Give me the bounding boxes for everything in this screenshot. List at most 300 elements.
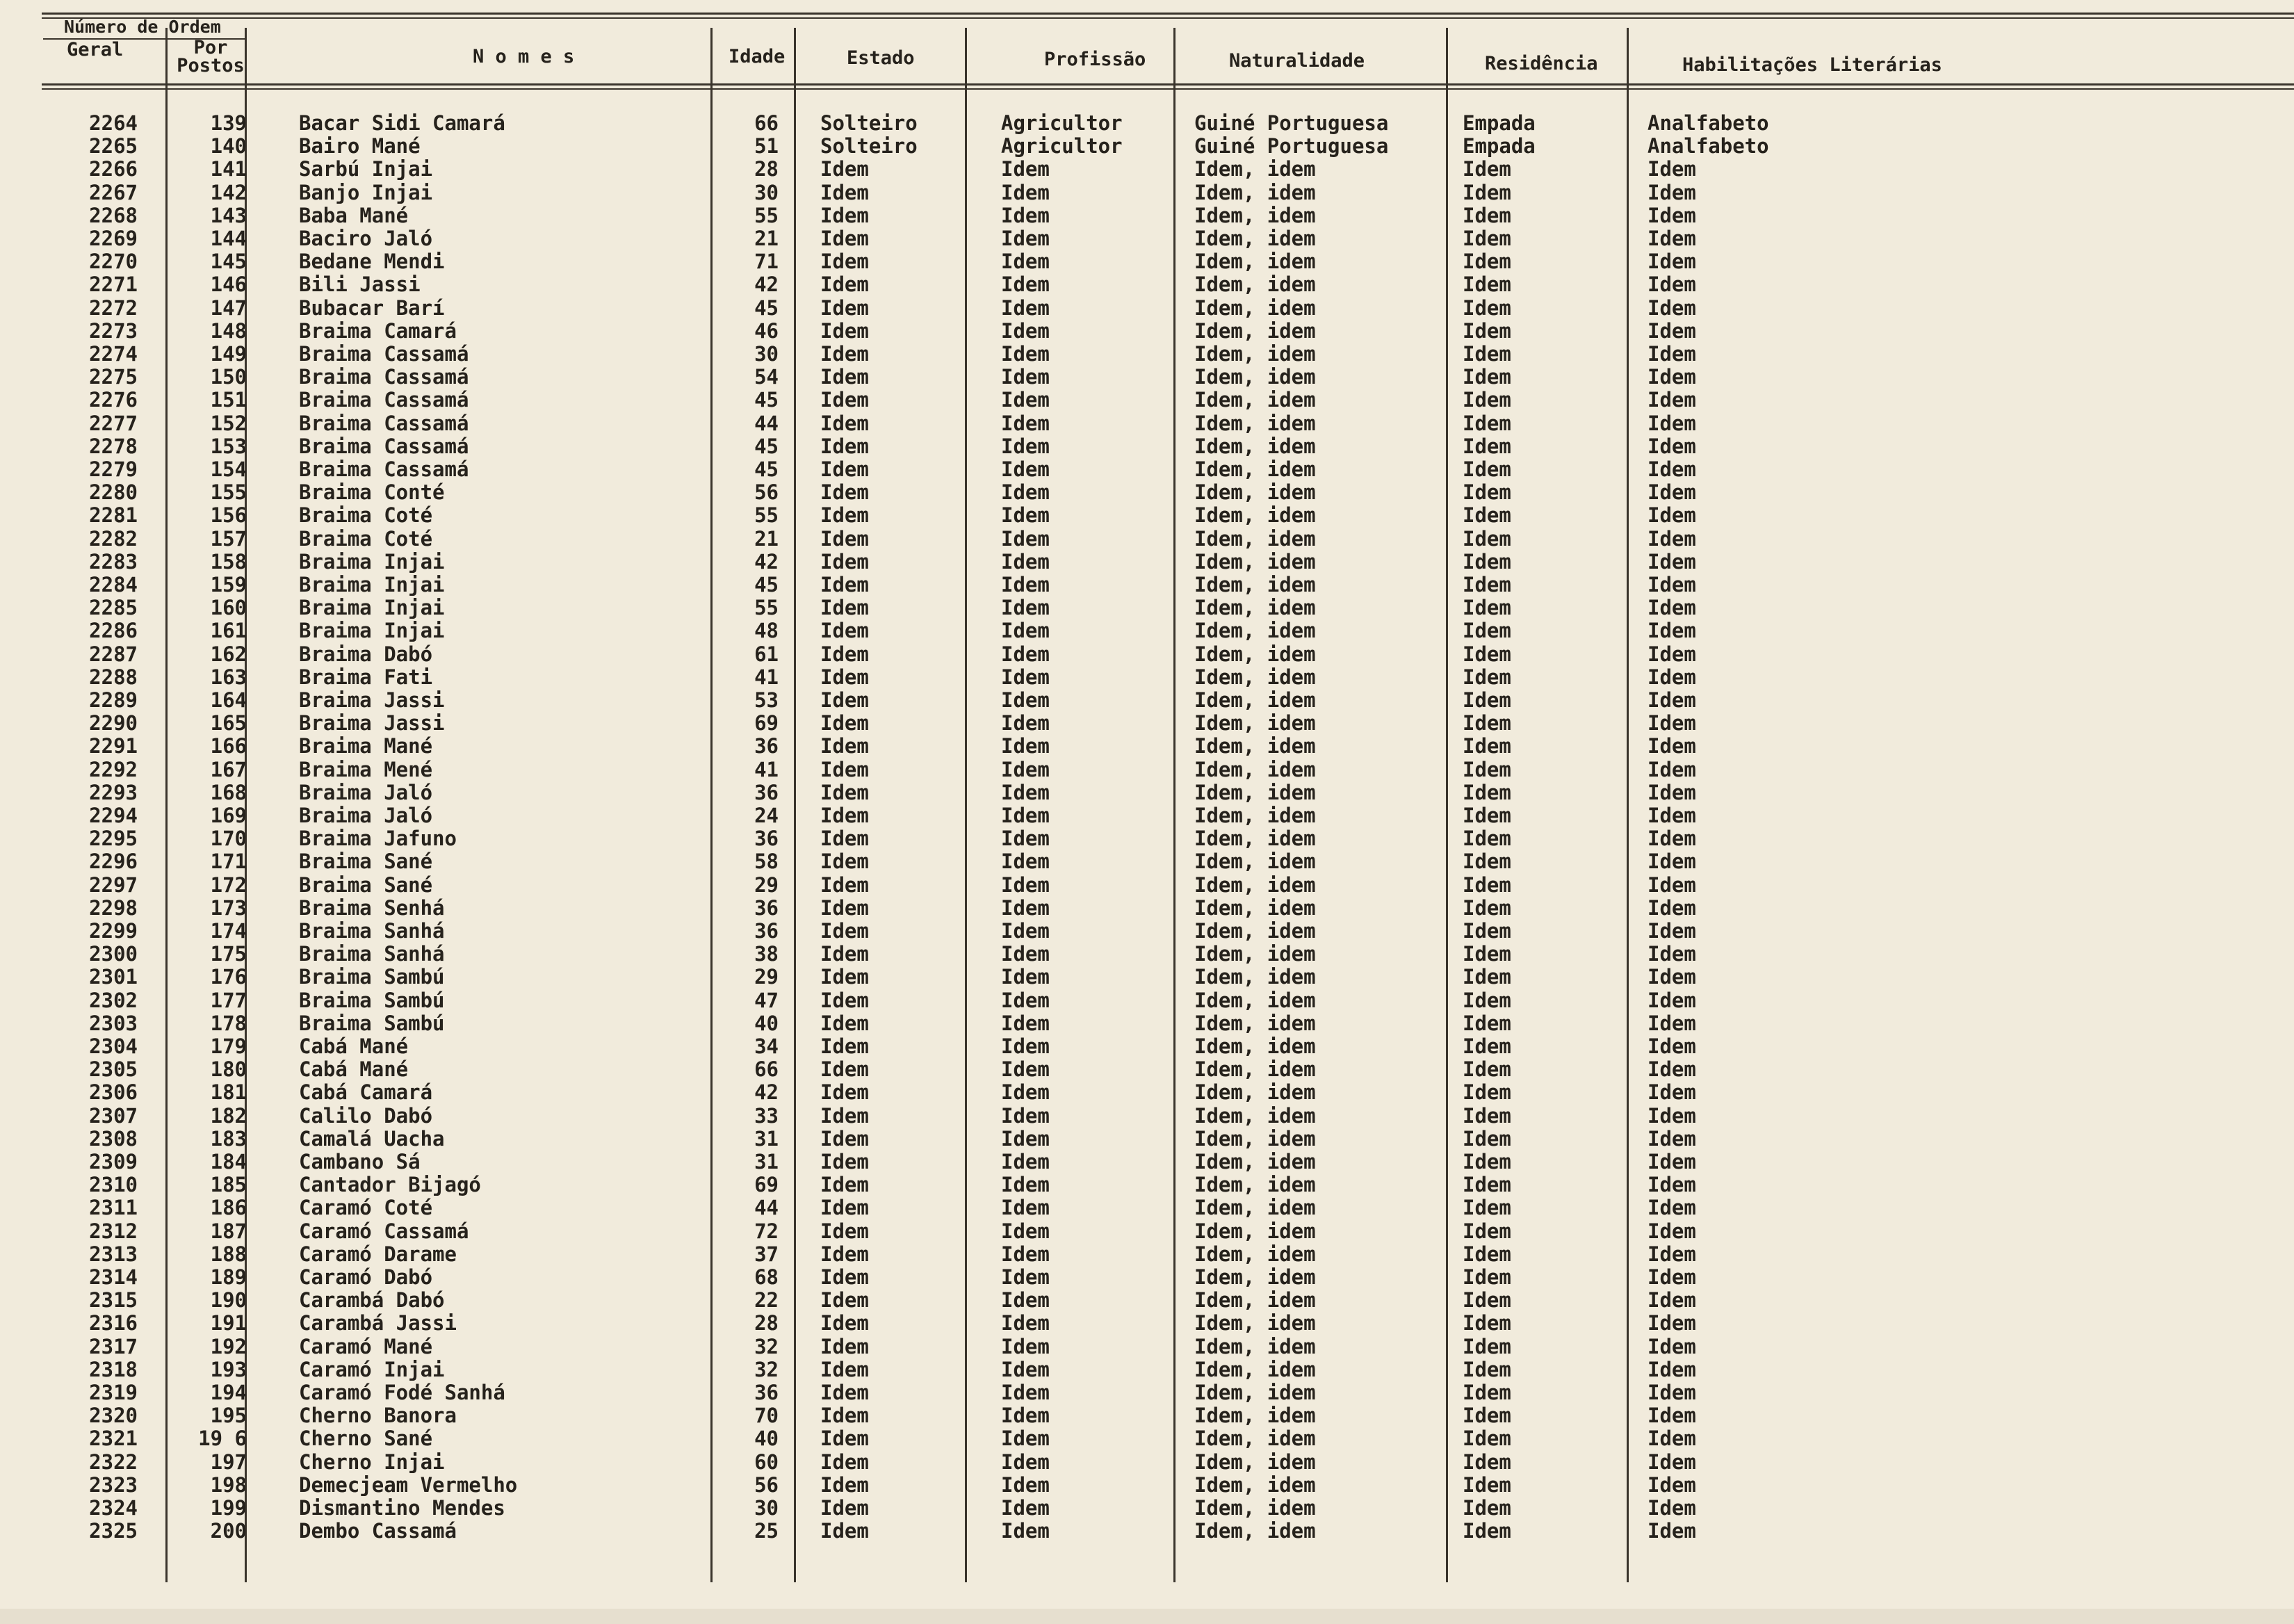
- cell-numero-geral: 2305: [89, 1057, 138, 1082]
- cell-naturalidade: Idem, idem: [1194, 227, 1316, 250]
- cell-idade: 55: [754, 203, 779, 227]
- cell-habilitacoes: Idem: [1648, 780, 1696, 804]
- cell-idade: 30: [754, 180, 779, 204]
- cell-habilitacoes: Idem: [1648, 1427, 1696, 1451]
- cell-naturalidade: Idem, idem: [1194, 827, 1316, 851]
- cell-naturalidade: Idem, idem: [1194, 988, 1316, 1012]
- cell-idade: 36: [754, 734, 779, 758]
- cell-estado: Idem: [820, 1357, 869, 1381]
- cell-residencia: Idem: [1463, 1103, 1511, 1128]
- cell-profissao: Idem: [1001, 1150, 1050, 1174]
- cell-naturalidade: Idem, idem: [1194, 1265, 1316, 1289]
- cell-numero-posto: 152: [210, 411, 247, 435]
- cell-nome: Baba Mané: [299, 203, 409, 227]
- cell-estado: Idem: [820, 203, 869, 227]
- cell-nome: Braima Jaló: [299, 804, 433, 827]
- cell-residencia: Empada: [1463, 111, 1536, 135]
- cell-numero-posto: 19 6: [198, 1427, 247, 1451]
- table-row: [0, 1127, 2294, 1150]
- cell-estado: Idem: [820, 227, 869, 250]
- cell-estado: Idem: [820, 1196, 869, 1220]
- cell-estado: Idem: [820, 295, 869, 320]
- table-row: [0, 388, 2294, 411]
- cell-profissao: Idem: [1001, 1034, 1050, 1058]
- cell-residencia: Idem: [1463, 1219, 1511, 1243]
- cell-numero-geral: 2276: [89, 388, 138, 412]
- cell-idade: 55: [754, 503, 779, 528]
- cell-profissao: Idem: [1001, 273, 1050, 297]
- cell-nome: Cambano Sá: [299, 1150, 421, 1174]
- cell-residencia: Idem: [1463, 1126, 1511, 1151]
- cell-profissao: Idem: [1001, 1126, 1050, 1151]
- cell-nome: Sarbú Injai: [299, 157, 433, 181]
- cell-profissao: Idem: [1001, 895, 1050, 920]
- cell-estado: Idem: [820, 827, 869, 851]
- cell-nome: Cabá Mané: [299, 1057, 409, 1082]
- cell-naturalidade: Idem, idem: [1194, 365, 1316, 389]
- cell-profissao: Idem: [1001, 1472, 1050, 1497]
- cell-numero-posto: 169: [210, 804, 247, 827]
- cell-nome: Braima Conté: [299, 480, 445, 505]
- table-row: [0, 1219, 2294, 1242]
- cell-numero-geral: 2324: [89, 1496, 138, 1520]
- cell-nome: Caramó Fodé Sanhá: [299, 1381, 505, 1404]
- cell-profissao: Idem: [1001, 1334, 1050, 1358]
- table-row: [0, 457, 2294, 480]
- cell-numero-posto: 155: [210, 480, 247, 505]
- table-row: [0, 734, 2294, 757]
- cell-residencia: Idem: [1463, 1472, 1511, 1497]
- cell-numero-posto: 157: [210, 526, 247, 551]
- cell-nome: Caramó Cassamá: [299, 1219, 469, 1243]
- cell-numero-posto: 174: [210, 919, 247, 943]
- cell-numero-geral: 2284: [89, 573, 138, 596]
- table-row: [0, 204, 2294, 227]
- cell-estado: Idem: [820, 503, 869, 528]
- cell-naturalidade: Idem, idem: [1194, 1219, 1316, 1243]
- cell-naturalidade: Idem, idem: [1194, 1404, 1316, 1428]
- cell-numero-geral: 2325: [89, 1519, 138, 1543]
- cell-habilitacoes: Idem: [1648, 203, 1696, 227]
- table-row: [0, 412, 2294, 435]
- cell-numero-geral: 2286: [89, 619, 138, 643]
- cell-nome: Banjo Injai: [299, 180, 433, 204]
- table-row: [0, 296, 2294, 319]
- cell-residencia: Idem: [1463, 1034, 1511, 1058]
- page-bottom-edge: [0, 1609, 2294, 1624]
- cell-nome: Cantador Bijagó: [299, 1173, 481, 1197]
- cell-naturalidade: Idem, idem: [1194, 1057, 1316, 1082]
- cell-profissao: Idem: [1001, 1219, 1050, 1243]
- cell-estado: Idem: [820, 1288, 869, 1313]
- cell-habilitacoes: Idem: [1648, 1311, 1696, 1335]
- cell-numero-posto: 180: [210, 1057, 247, 1082]
- cell-numero-geral: 2297: [89, 872, 138, 897]
- cell-nome: Braima Sané: [299, 872, 433, 897]
- cell-nome: Braima Camará: [299, 318, 457, 343]
- cell-naturalidade: Idem, idem: [1194, 1011, 1316, 1035]
- cell-estado: Idem: [820, 1219, 869, 1243]
- cell-estado: Idem: [820, 180, 869, 204]
- cell-numero-posto: 183: [210, 1126, 247, 1151]
- table-row: [0, 111, 2294, 134]
- cell-nome: Braima Cassamá: [299, 365, 469, 389]
- cell-idade: 44: [754, 1196, 779, 1220]
- cell-idade: 25: [754, 1519, 779, 1543]
- cell-residencia: Idem: [1463, 596, 1511, 620]
- cell-naturalidade: Idem, idem: [1194, 1288, 1316, 1313]
- cell-naturalidade: Idem, idem: [1194, 872, 1316, 897]
- cell-numero-geral: 2319: [89, 1381, 138, 1404]
- cell-nome: Braima Sané: [299, 850, 433, 874]
- cell-nome: Braima Coté: [299, 526, 433, 551]
- cell-naturalidade: Idem, idem: [1194, 895, 1316, 920]
- cell-naturalidade: Idem, idem: [1194, 1357, 1316, 1381]
- cell-numero-posto: 197: [210, 1450, 247, 1474]
- cell-profissao: Idem: [1001, 919, 1050, 943]
- cell-estado: Idem: [820, 665, 869, 689]
- table-row: [0, 989, 2294, 1012]
- cell-numero-posto: 181: [210, 1080, 247, 1105]
- cell-numero-geral: 2293: [89, 780, 138, 804]
- cell-nome: Caramó Dabó: [299, 1265, 433, 1289]
- cell-naturalidade: Idem, idem: [1194, 711, 1316, 736]
- cell-idade: 48: [754, 619, 779, 643]
- cell-habilitacoes: Idem: [1648, 942, 1696, 966]
- cell-estado: Idem: [820, 365, 869, 389]
- cell-estado: Idem: [820, 1450, 869, 1474]
- cell-numero-geral: 2273: [89, 318, 138, 343]
- cell-residencia: Idem: [1463, 1496, 1511, 1520]
- cell-numero-posto: 144: [210, 227, 247, 250]
- cell-nome: Braima Jassi: [299, 688, 445, 712]
- cell-residencia: Idem: [1463, 711, 1511, 736]
- cell-idade: 69: [754, 711, 779, 736]
- cell-nome: Bubacar Barí: [299, 295, 445, 320]
- cell-habilitacoes: Idem: [1648, 250, 1696, 274]
- table-row: [0, 480, 2294, 503]
- cell-nome: Braima Cassamá: [299, 434, 469, 458]
- cell-residencia: Idem: [1463, 227, 1511, 250]
- cell-habilitacoes: Idem: [1648, 596, 1696, 620]
- cell-idade: 29: [754, 872, 779, 897]
- cell-habilitacoes: Idem: [1648, 1265, 1696, 1289]
- header-habilitacoes: Habilitações Literárias: [1682, 54, 1942, 76]
- cell-numero-geral: 2304: [89, 1034, 138, 1058]
- cell-profissao: Idem: [1001, 1011, 1050, 1035]
- table-row: [0, 550, 2294, 573]
- cell-habilitacoes: Idem: [1648, 480, 1696, 505]
- cell-nome: Braima Injai: [299, 573, 445, 596]
- cell-nome: Cabá Camará: [299, 1080, 433, 1105]
- cell-profissao: Idem: [1001, 1196, 1050, 1220]
- cell-habilitacoes: Idem: [1648, 1219, 1696, 1243]
- cell-numero-posto: 166: [210, 734, 247, 758]
- cell-residencia: Idem: [1463, 434, 1511, 458]
- cell-numero-posto: 147: [210, 295, 247, 320]
- cell-numero-geral: 2302: [89, 988, 138, 1012]
- cell-naturalidade: Idem, idem: [1194, 342, 1316, 366]
- table-row: [0, 273, 2294, 295]
- cell-numero-geral: 2291: [89, 734, 138, 758]
- cell-nome: Bacar Sidi Camará: [299, 111, 505, 135]
- cell-estado: Idem: [820, 573, 869, 596]
- cell-residencia: Idem: [1463, 1519, 1511, 1543]
- cell-profissao: Idem: [1001, 365, 1050, 389]
- cell-nome: Braima Cassamá: [299, 411, 469, 435]
- cell-habilitacoes: Idem: [1648, 804, 1696, 827]
- cell-habilitacoes: Idem: [1648, 642, 1696, 666]
- cell-habilitacoes: Idem: [1648, 434, 1696, 458]
- cell-numero-posto: 186: [210, 1196, 247, 1220]
- cell-profissao: Idem: [1001, 1080, 1050, 1105]
- cell-naturalidade: Idem, idem: [1194, 1196, 1316, 1220]
- cell-habilitacoes: Idem: [1648, 342, 1696, 366]
- cell-profissao: Idem: [1001, 1357, 1050, 1381]
- cell-numero-posto: 165: [210, 711, 247, 736]
- cell-residencia: Idem: [1463, 503, 1511, 528]
- cell-nome: Caramó Darame: [299, 1242, 457, 1266]
- cell-residencia: Idem: [1463, 988, 1511, 1012]
- cell-numero-posto: 176: [210, 965, 247, 989]
- cell-habilitacoes: Idem: [1648, 1196, 1696, 1220]
- cell-residencia: Idem: [1463, 688, 1511, 712]
- cell-numero-geral: 2301: [89, 965, 138, 989]
- table-row: [0, 1473, 2294, 1496]
- cell-profissao: Idem: [1001, 480, 1050, 505]
- table-row: [0, 642, 2294, 665]
- cell-residencia: Idem: [1463, 1173, 1511, 1197]
- table-row: [0, 1196, 2294, 1219]
- cell-residencia: Idem: [1463, 619, 1511, 643]
- cell-idade: 68: [754, 1265, 779, 1289]
- cell-estado: Idem: [820, 1311, 869, 1335]
- cell-numero-geral: 2285: [89, 596, 138, 620]
- table-row: [0, 250, 2294, 273]
- cell-nome: Braima Fati: [299, 665, 433, 689]
- cell-profissao: Idem: [1001, 688, 1050, 712]
- cell-numero-geral: 2274: [89, 342, 138, 366]
- cell-profissao: Idem: [1001, 1311, 1050, 1335]
- table-row: [0, 896, 2294, 919]
- cell-profissao: Idem: [1001, 180, 1050, 204]
- cell-numero-posto: 191: [210, 1311, 247, 1335]
- cell-habilitacoes: Idem: [1648, 734, 1696, 758]
- table-row: [0, 596, 2294, 619]
- cell-habilitacoes: Idem: [1648, 318, 1696, 343]
- header-bottom-rule: [42, 83, 2294, 86]
- cell-estado: Idem: [820, 804, 869, 827]
- cell-numero-geral: 2268: [89, 203, 138, 227]
- header-residencia: Residência: [1485, 53, 1598, 74]
- cell-naturalidade: Idem, idem: [1194, 1150, 1316, 1174]
- table-row: [0, 1265, 2294, 1288]
- table-row: [0, 1381, 2294, 1404]
- cell-naturalidade: Idem, idem: [1194, 1173, 1316, 1197]
- cell-estado: Idem: [820, 434, 869, 458]
- cell-nome: Braima Cassamá: [299, 342, 469, 366]
- cell-idade: 29: [754, 965, 779, 989]
- cell-estado: Idem: [820, 1427, 869, 1451]
- cell-nome: Carambá Jassi: [299, 1311, 457, 1335]
- cell-idade: 32: [754, 1334, 779, 1358]
- cell-profissao: Idem: [1001, 411, 1050, 435]
- cell-habilitacoes: Idem: [1648, 895, 1696, 920]
- cell-numero-geral: 2283: [89, 549, 138, 574]
- cell-profissao: Idem: [1001, 549, 1050, 574]
- cell-naturalidade: Idem, idem: [1194, 1381, 1316, 1404]
- cell-profissao: Idem: [1001, 619, 1050, 643]
- cell-habilitacoes: Idem: [1648, 1103, 1696, 1128]
- cell-idade: 66: [754, 111, 779, 135]
- cell-idade: 42: [754, 549, 779, 574]
- cell-estado: Idem: [820, 734, 869, 758]
- cell-habilitacoes: Idem: [1648, 1034, 1696, 1058]
- cell-numero-posto: 190: [210, 1288, 247, 1313]
- cell-naturalidade: Idem, idem: [1194, 503, 1316, 528]
- cell-estado: Idem: [820, 388, 869, 412]
- cell-numero-geral: 2278: [89, 434, 138, 458]
- cell-idade: 53: [754, 688, 779, 712]
- header-profissao: Profissão: [1044, 49, 1146, 70]
- cell-profissao: Idem: [1001, 203, 1050, 227]
- cell-habilitacoes: Idem: [1648, 295, 1696, 320]
- cell-numero-posto: 187: [210, 1219, 247, 1243]
- table-row: [0, 365, 2294, 388]
- cell-idade: 60: [754, 1450, 779, 1474]
- cell-habilitacoes: Idem: [1648, 619, 1696, 643]
- cell-numero-posto: 149: [210, 342, 247, 366]
- table-row: [0, 1104, 2294, 1127]
- table-row: [0, 1012, 2294, 1034]
- cell-residencia: Idem: [1463, 1427, 1511, 1451]
- cell-idade: 40: [754, 1427, 779, 1451]
- cell-estado: Idem: [820, 342, 869, 366]
- table-row: [0, 688, 2294, 711]
- cell-profissao: Idem: [1001, 457, 1050, 481]
- table-row: [0, 181, 2294, 204]
- header-estado: Estado: [847, 47, 915, 69]
- cell-profissao: Idem: [1001, 1404, 1050, 1428]
- cell-idade: 56: [754, 480, 779, 505]
- cell-habilitacoes: Idem: [1648, 1011, 1696, 1035]
- cell-idade: 36: [754, 1381, 779, 1404]
- cell-numero-geral: 2306: [89, 1080, 138, 1105]
- cell-profissao: Idem: [1001, 850, 1050, 874]
- cell-residencia: Idem: [1463, 318, 1511, 343]
- cell-idade: 45: [754, 457, 779, 481]
- cell-naturalidade: Idem, idem: [1194, 295, 1316, 320]
- cell-estado: Idem: [820, 1242, 869, 1266]
- header-nomes: N o m e s: [473, 46, 575, 67]
- cell-naturalidade: Idem, idem: [1194, 1334, 1316, 1358]
- cell-nome: Caramó Coté: [299, 1196, 433, 1220]
- cell-naturalidade: Idem, idem: [1194, 850, 1316, 874]
- cell-profissao: Idem: [1001, 1265, 1050, 1289]
- cell-numero-posto: 178: [210, 1011, 247, 1035]
- cell-residencia: Idem: [1463, 1196, 1511, 1220]
- cell-numero-posto: 150: [210, 365, 247, 389]
- cell-residencia: Idem: [1463, 1334, 1511, 1358]
- cell-idade: 66: [754, 1057, 779, 1082]
- cell-numero-posto: 179: [210, 1034, 247, 1058]
- cell-profissao: Idem: [1001, 434, 1050, 458]
- cell-residencia: Idem: [1463, 942, 1511, 966]
- cell-idade: 61: [754, 642, 779, 666]
- header-bottom-rule-2: [42, 88, 2294, 90]
- cell-nome: Braima Senhá: [299, 895, 445, 920]
- cell-estado: Idem: [820, 457, 869, 481]
- cell-naturalidade: Idem, idem: [1194, 1519, 1316, 1543]
- cell-nome: Baciro Jaló: [299, 227, 433, 250]
- table-row: [0, 1173, 2294, 1196]
- cell-numero-posto: 177: [210, 988, 247, 1012]
- cell-idade: 36: [754, 895, 779, 920]
- cell-numero-geral: 2275: [89, 365, 138, 389]
- cell-numero-posto: 158: [210, 549, 247, 574]
- cell-idade: 32: [754, 1357, 779, 1381]
- cell-estado: Idem: [820, 1265, 869, 1289]
- cell-numero-geral: 2270: [89, 250, 138, 274]
- cell-profissao: Idem: [1001, 942, 1050, 966]
- cell-numero-geral: 2271: [89, 273, 138, 297]
- cell-naturalidade: Idem, idem: [1194, 573, 1316, 596]
- cell-numero-geral: 2272: [89, 295, 138, 320]
- cell-numero-posto: 193: [210, 1357, 247, 1381]
- cell-residencia: Idem: [1463, 1011, 1511, 1035]
- cell-habilitacoes: Idem: [1648, 227, 1696, 250]
- cell-residencia: Idem: [1463, 526, 1511, 551]
- table-row: [0, 1427, 2294, 1450]
- cell-profissao: Idem: [1001, 711, 1050, 736]
- cell-idade: 21: [754, 227, 779, 250]
- table-row: [0, 1450, 2294, 1473]
- cell-habilitacoes: Idem: [1648, 1288, 1696, 1313]
- cell-estado: Idem: [820, 780, 869, 804]
- cell-estado: Solteiro: [820, 111, 918, 135]
- cell-nome: Braima Sambú: [299, 988, 445, 1012]
- header-numero-de-ordem: Número de Ordem: [64, 17, 221, 37]
- cell-residencia: Idem: [1463, 827, 1511, 851]
- cell-profissao: Idem: [1001, 665, 1050, 689]
- cell-residencia: Idem: [1463, 734, 1511, 758]
- cell-numero-geral: 2287: [89, 642, 138, 666]
- cell-nome: Caramó Mané: [299, 1334, 433, 1358]
- cell-numero-posto: 175: [210, 942, 247, 966]
- cell-numero-posto: 156: [210, 503, 247, 528]
- cell-naturalidade: Idem, idem: [1194, 665, 1316, 689]
- table-row: [0, 1335, 2294, 1358]
- cell-idade: 21: [754, 526, 779, 551]
- cell-numero-geral: 2266: [89, 157, 138, 181]
- cell-habilitacoes: Idem: [1648, 872, 1696, 897]
- cell-numero-geral: 2321: [89, 1427, 138, 1451]
- cell-profissao: Idem: [1001, 1173, 1050, 1197]
- cell-nome: Braima Mané: [299, 734, 433, 758]
- header-top-rule-2: [42, 17, 2294, 19]
- table-row: [0, 227, 2294, 250]
- table-row: [0, 527, 2294, 550]
- cell-estado: Idem: [820, 1126, 869, 1151]
- cell-residencia: Idem: [1463, 573, 1511, 596]
- cell-naturalidade: Idem, idem: [1194, 1126, 1316, 1151]
- cell-profissao: Idem: [1001, 1450, 1050, 1474]
- cell-nome: Camalá Uacha: [299, 1126, 445, 1151]
- cell-residencia: Idem: [1463, 457, 1511, 481]
- cell-naturalidade: Idem, idem: [1194, 942, 1316, 966]
- cell-idade: 69: [754, 1173, 779, 1197]
- table-row: [0, 827, 2294, 850]
